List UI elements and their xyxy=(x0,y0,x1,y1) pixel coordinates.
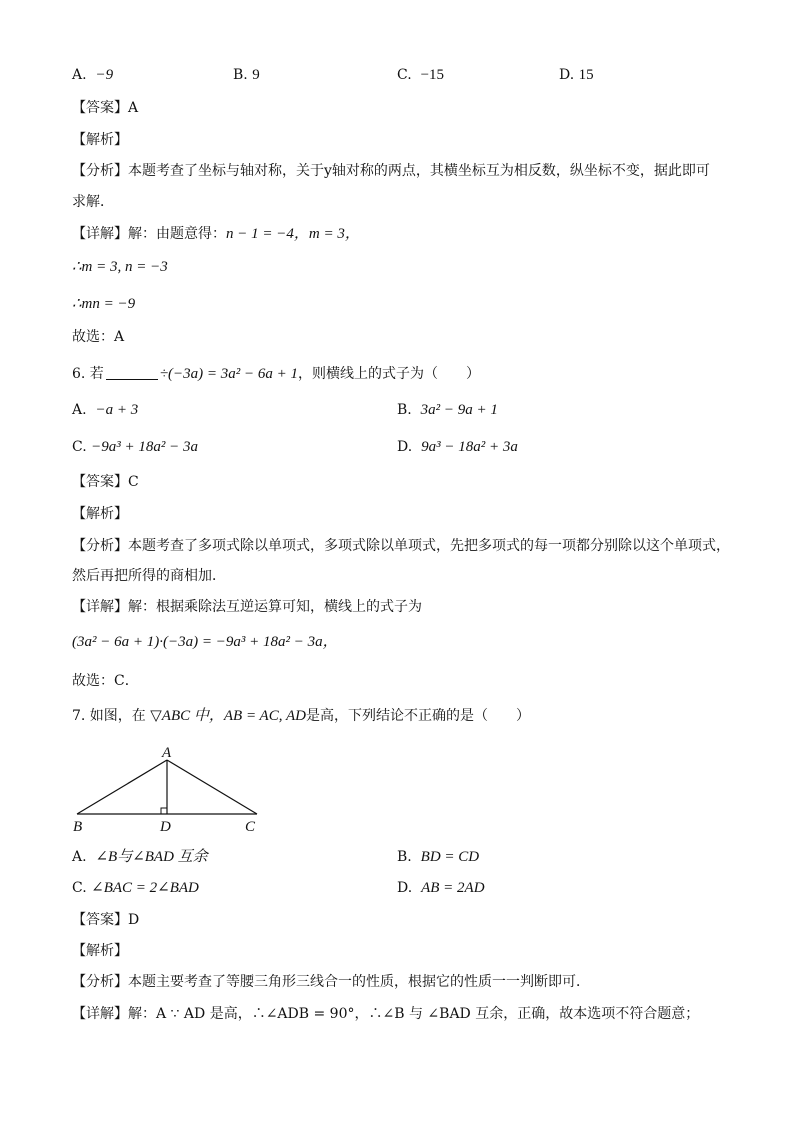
q5-analysis-line2: 求解． xyxy=(72,194,114,210)
q7-analysis-line1: 【分析】本题主要考查了等腰三角形三线合一的性质，根据它的性质一一判断即可． xyxy=(72,974,590,990)
label-a: A xyxy=(162,745,172,761)
side-ac xyxy=(167,760,257,814)
q5-option-c: C. −15 xyxy=(397,67,445,83)
triangle-figure xyxy=(60,742,280,837)
q5-step2: ∴mn = −9 xyxy=(72,296,136,312)
q7-option-d: D. AB = 2AD xyxy=(397,880,485,896)
q5-option-a: A. −9 xyxy=(72,67,114,83)
q7-stem: 7. 如图，在 ▽ABC 中，AB = AC, AD是高，下列结论不正确的是（ ） xyxy=(72,708,530,724)
q5-analysis-heading: 【解析】 xyxy=(72,132,128,148)
q7-option-c: C. ∠BAC = 2∠BAD xyxy=(72,880,199,896)
q7-analysis-heading: 【解析】 xyxy=(72,943,128,959)
q6-analysis-line2: 然后再把所得的商相加． xyxy=(72,568,226,584)
q5-detail: 【详解】解：由题意得：n − 1 = −4，m = 3， xyxy=(72,226,360,242)
q6-analysis-line1: 【分析】本题考查了多项式除以单项式，多项式除以单项式，先把多项式的每一项都分别除以这个单项式， xyxy=(72,538,730,554)
q5-answer: 【答案】A xyxy=(72,100,139,116)
q6-detail-line: 【详解】解：根据乘除法互逆运算可知，横线上的式子为 xyxy=(72,599,422,615)
q6-option-c: C. −9a³ + 18a² − 3a xyxy=(72,439,198,455)
q7-option-a: A. ∠B与∠BAD 互余 xyxy=(72,849,208,865)
q6-detail-math: (3a² − 6a + 1)·(−3a) = −9a³ + 18a² − 3a， xyxy=(72,634,338,650)
q6-option-b: B. 3a² − 9a + 1 xyxy=(397,402,498,418)
q6-option-a: A. −a + 3 xyxy=(72,402,139,418)
q5-analysis-line1: 【分析】本题考查了坐标与轴对称，关于y轴对称的两点，其横坐标互为相反数，纵坐标不变，据此即可 xyxy=(72,163,710,179)
q6-blank xyxy=(106,379,158,380)
q5-option-b: B. 9 xyxy=(233,67,260,83)
label-d: D xyxy=(160,819,171,835)
label-c: C xyxy=(245,819,256,835)
q5-option-d: D. 15 xyxy=(559,67,594,83)
q6-stem: 6. 若 ÷(−3a) = 3a² − 6a + 1，则横线上的式子为（ ） xyxy=(72,366,481,382)
side-ab xyxy=(77,760,167,814)
q6-answer: 【答案】C xyxy=(72,474,139,490)
q5-step1: ∴m = 3, n = −3 xyxy=(72,259,168,275)
q6-option-d: D. 9a³ − 18a² + 3a xyxy=(397,439,518,455)
label-b: B xyxy=(73,819,83,835)
q7-detail-line: 【详解】解：A ∵ AD 是高，∴∠ADB = 90°，∴∠B 与 ∠BAD 互余，正确，故本选项不符合题意； xyxy=(72,1006,700,1022)
q6-conclusion: 故选：C． xyxy=(72,673,139,689)
q7-answer: 【答案】D xyxy=(72,912,140,928)
q7-option-b: B. BD = CD xyxy=(397,849,480,865)
q6-analysis-heading: 【解析】 xyxy=(72,506,128,522)
right-angle-mark xyxy=(161,808,167,814)
q5-conclusion: 故选：A xyxy=(72,329,125,345)
